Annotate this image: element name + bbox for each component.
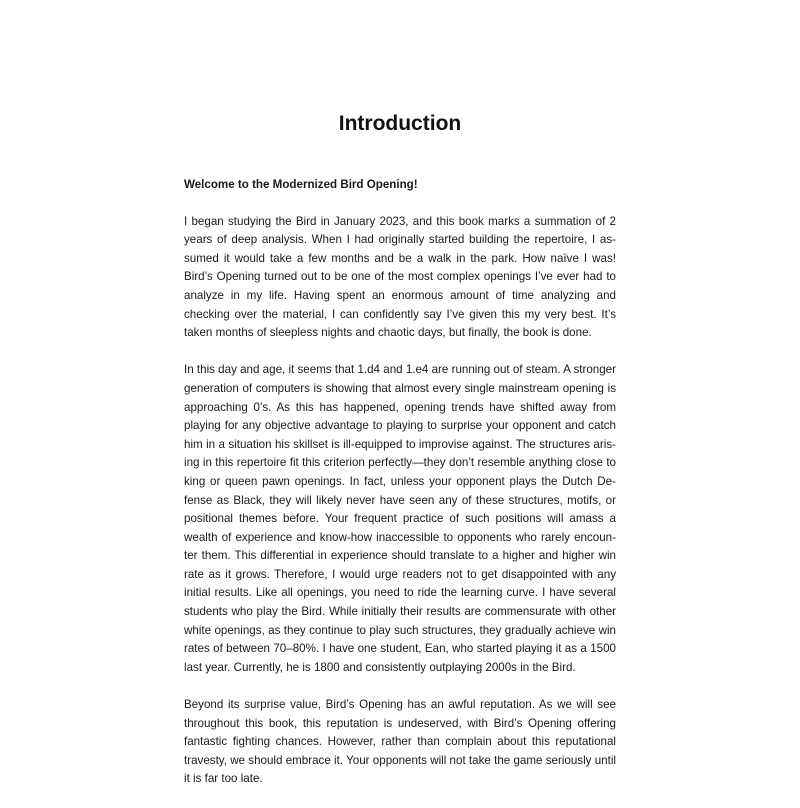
page-body xyxy=(184,176,616,808)
page-title: Introduction xyxy=(338,112,462,135)
section-subheading: Welcome to the Modernized Bird Opening! xyxy=(184,178,418,191)
paragraph-1: I began studying the Bird in January 2023, and this book marks a summation of 2 years of deep analysis. When I had originally started building the repertoire, I assumed it would take a few months and be a walk in the park. How naïve I was! Bird’s Opening turned out to be one of the most complex openings I’ve ever had to analyze in my life. Having spent an enormous amount of time analyzing and checking over the material, I can confidently say I’ve given this my very best. It’s taken months of sleepless nights and chaotic days, but finally, the book is done. xyxy=(184,214,616,340)
paragraph-3: Beyond its surprise value, Bird’s Opening has an awful reputation. As we will see throughout this book, this reputation is undeserved, with Bird’s Opening offering fantastic fighting chances. However, rather than complain about this reputational travesty, we should embrace it. Your opponents will not take the game seriously until it is far too late. xyxy=(184,698,616,786)
paragraph-2: In this day and age, it seems that 1.d4 and 1.e4 are running out of steam. A stronger generation of computers is showing that almost every single mainstream opening is approaching 0’s. As this has happened, opening trends have shifted away from playing for any objective advantage to playing to surprise your opponent and catch him in a situation his skillset is ill-equipped to improvise against. The structures arising in this repertoire fit this criterion perfectly—they don’t resemble anything close to king or queen pawn openings. In fact, unless your opponent plays the Dutch Defense as Black, they will likely never have seen any of these structures, motifs, or positional themes before. Your frequent practice of such positions will amass a wealth of experience and know-how inaccessible to opponents who rarely encounter them. This differential in experience should translate to a higher and higher win rate as it grows. Therefore, I would urge readers not to get disappointed with any initial results. Like all openings, you need to ride the learning curve. I have several students who play the Bird. While initially their results are commensurate with other white openings, as they continue to play such structures, they gradually achieve win rates of between 70–80%. I have one student, Ean, who started playing it as a 1500 last year. Currently, he is 1800 and consistently outplaying 2000s in the Bird. xyxy=(184,363,616,674)
